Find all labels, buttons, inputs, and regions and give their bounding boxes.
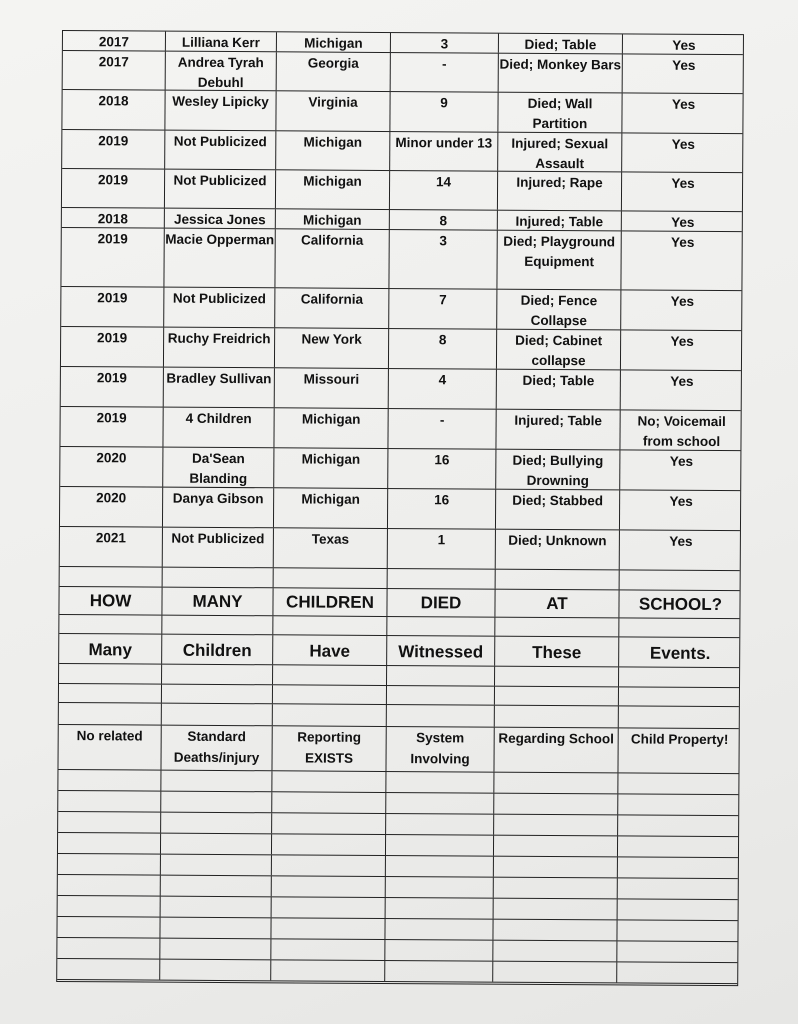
empty-cell: [620, 570, 742, 590]
cell-reported: Yes: [669, 453, 694, 469]
cell-age: DIED: [387, 589, 495, 617]
cell-age: 7: [389, 289, 497, 329]
cell-outcome: Died; Wall Partition: [498, 93, 622, 133]
cell-year: 2021: [60, 527, 163, 567]
cell-outcome: Injured; Sexual Assault: [498, 133, 622, 172]
empty-cell: [161, 813, 272, 834]
cell-state: Michigan: [276, 131, 390, 170]
empty-cell: [163, 568, 274, 588]
empty-cell: [272, 855, 386, 876]
question-row: [59, 587, 739, 619]
empty-cell: [618, 857, 740, 878]
cell-year: 2019: [60, 407, 163, 447]
cell-name: Lilliana Kerr: [166, 32, 277, 52]
cell-age: 1: [388, 529, 496, 569]
cell-reported: Yes: [670, 373, 694, 389]
empty-cell: [494, 857, 618, 878]
cell-reported: Yes: [669, 533, 693, 549]
empty-cell: [618, 878, 740, 899]
cell-name: Andrea Tyrah Debuhl: [166, 52, 277, 91]
empty-cell: [388, 569, 496, 589]
cell-reported: Yes: [672, 57, 696, 73]
cell-year: Many: [59, 634, 162, 664]
table-row: [62, 130, 742, 173]
cell-state: Virginia: [276, 91, 390, 131]
empty-cell: [386, 835, 494, 856]
cell-outcome: Injured; Table: [496, 410, 620, 450]
table-row: [60, 407, 740, 451]
cell-age: 14: [390, 171, 498, 210]
empty-cell: [161, 855, 272, 876]
cell-year: 2019: [61, 228, 164, 287]
empty-cell: [162, 665, 273, 685]
empty-cell: [495, 687, 619, 706]
cell-reported: Yes: [671, 175, 695, 191]
table-row: [61, 367, 741, 411]
cell-outcome: Died; Fence Collapse: [497, 290, 621, 330]
cell-reported: Yes: [669, 493, 693, 509]
empty-cell: [496, 570, 620, 590]
cell-age: Minor under 13: [390, 132, 498, 171]
empty-cell: [387, 705, 495, 727]
empty-cell: [58, 896, 161, 917]
empty-cell: [385, 961, 493, 982]
cell-age: 3: [389, 230, 497, 289]
cell-reported: Yes: [671, 136, 695, 152]
empty-cell: [272, 876, 386, 897]
table-row: [60, 447, 740, 491]
cell-state: Texas: [274, 528, 388, 568]
table-row: [62, 169, 742, 212]
empty-cell: [619, 687, 741, 706]
empty-cell: [619, 618, 741, 637]
empty-cell: [58, 833, 161, 854]
cell-outcome: These: [495, 637, 619, 667]
cell-name: Da'Sean Blanding: [163, 448, 274, 488]
empty-cell: [161, 834, 272, 855]
cell-state: California: [275, 229, 389, 288]
cell-name: Children: [162, 635, 273, 665]
cell-year: No related: [58, 725, 161, 770]
cell-name: MANY: [162, 588, 273, 616]
empty-cell: [619, 667, 741, 687]
cell-reported: Yes: [671, 234, 695, 250]
empty-cell: [617, 962, 739, 983]
cell-reported: Child Property!: [630, 731, 729, 748]
cell-outcome: Died; Bullying Drowning: [496, 450, 620, 490]
cell-reported: Yes: [671, 214, 695, 230]
empty-cell: [162, 704, 273, 726]
empty-cell: [273, 616, 387, 635]
cell-year: 2020: [60, 447, 163, 487]
cell-reported: Yes: [670, 333, 694, 349]
cell-age: 4: [389, 369, 497, 409]
empty-cell: [273, 685, 387, 704]
cell-outcome: Died; Playground Equipment: [497, 231, 621, 290]
cell-name: Not Publicized: [164, 288, 275, 328]
empty-cell: [618, 773, 740, 794]
empty-cell: [162, 616, 273, 635]
cell-year: 2018: [62, 208, 165, 228]
empty-cell: [493, 920, 617, 941]
empty-cell: [58, 770, 161, 791]
cell-outcome: Died; Table: [497, 370, 621, 410]
empty-cell: [387, 686, 495, 705]
empty-cell: [617, 920, 739, 941]
table-row: [61, 228, 741, 291]
cell-state: Have: [273, 635, 387, 665]
table-row: [63, 51, 743, 94]
cell-state: CHILDREN: [273, 588, 387, 616]
blank-row: [57, 959, 737, 984]
empty-cell: [57, 959, 160, 980]
empty-cell: [618, 836, 740, 857]
cell-year: 2019: [61, 327, 164, 367]
cell-state: Michigan: [274, 448, 388, 488]
cell-age: -: [391, 53, 499, 92]
empty-cell: [271, 918, 385, 939]
empty-cell: [272, 792, 386, 813]
cell-state: New York: [275, 328, 389, 368]
empty-cell: [495, 706, 619, 728]
cell-year: 2019: [62, 169, 165, 208]
empty-cell: [494, 878, 618, 899]
empty-cell: [272, 897, 386, 918]
empty-cell: [161, 897, 272, 918]
cell-reported: SCHOOL?: [638, 594, 723, 615]
cell-name: Jessica Jones: [165, 209, 276, 229]
cell-outcome: Died; Cabinet collapse: [497, 330, 621, 370]
empty-cell: [272, 834, 386, 855]
empty-cell: [386, 877, 494, 898]
empty-cell: [58, 875, 161, 896]
cell-state: Reporting EXISTS: [272, 726, 386, 771]
cell-age: -: [388, 409, 496, 449]
cell-state: California: [275, 288, 389, 328]
empty-cell: [161, 876, 272, 897]
cell-year: 2017: [63, 51, 166, 90]
cell-outcome: Died; Table: [499, 34, 623, 54]
cell-reported: Yes: [671, 96, 696, 112]
cell-year: 2019: [62, 130, 165, 169]
cell-age: System Involving: [386, 727, 494, 772]
cell-age: 8: [390, 210, 498, 230]
empty-cell: [386, 793, 494, 814]
empty-cell: [59, 703, 162, 725]
cell-name: Not Publicized: [163, 528, 274, 568]
empty-cell: [494, 836, 618, 857]
empty-cell: [618, 815, 740, 836]
empty-cell: [493, 962, 617, 983]
empty-cell: [494, 794, 618, 815]
empty-cell: [273, 704, 387, 726]
empty-cell: [274, 568, 388, 588]
cell-age: 16: [388, 449, 496, 489]
empty-cell: [271, 960, 385, 981]
empty-cell: [385, 940, 493, 961]
cell-name: Not Publicized: [165, 131, 276, 170]
empty-cell: [494, 815, 618, 836]
empty-cell: [272, 771, 386, 792]
empty-cell: [272, 813, 386, 834]
cell-age: 8: [389, 329, 497, 369]
empty-cell: [59, 684, 162, 703]
empty-cell: [386, 898, 494, 919]
empty-cell: [271, 939, 385, 960]
empty-cell: [387, 666, 495, 686]
cell-year: 2019: [61, 287, 164, 327]
cell-outcome: Died; Unknown: [496, 530, 620, 570]
empty-cell: [59, 664, 162, 684]
table-row: [62, 90, 742, 134]
empty-cell: [493, 941, 617, 962]
empty-cell: [494, 899, 618, 920]
cell-state: Michigan: [276, 209, 390, 229]
note-row: [58, 725, 738, 774]
cell-year: 2019: [61, 367, 164, 407]
empty-cell: [57, 938, 160, 959]
empty-cell: [60, 567, 163, 587]
cell-age: 3: [391, 33, 499, 53]
cell-state: Michigan: [274, 488, 388, 528]
table-row: [60, 527, 740, 571]
empty-cell: [160, 918, 271, 939]
table-row: [60, 487, 740, 531]
cell-outcome: AT: [495, 590, 619, 618]
cell-name: Standard Deaths/injury: [161, 726, 272, 771]
empty-cell: [57, 917, 160, 938]
empty-cell: [495, 618, 619, 637]
cell-reported: No; Voicemail from school: [637, 413, 726, 449]
cell-name: Wesley Lipicky: [165, 91, 276, 131]
empty-cell: [161, 792, 272, 813]
cell-outcome: Died; Stabbed: [496, 490, 620, 530]
empty-cell: [618, 794, 740, 815]
cell-name: Bradley Sullivan: [164, 368, 275, 408]
statement-row: [59, 634, 739, 668]
cell-outcome: Injured; Table: [498, 211, 622, 231]
cell-year: 2018: [62, 90, 165, 130]
empty-cell: [618, 899, 740, 920]
cell-age: 9: [390, 92, 498, 132]
empty-cell: [58, 791, 161, 812]
cell-reported: Yes: [672, 37, 696, 53]
empty-cell: [494, 773, 618, 794]
empty-cell: [273, 665, 387, 685]
cell-reported: Yes: [670, 293, 695, 309]
table-row: [61, 327, 741, 371]
empty-cell: [386, 772, 494, 793]
cell-name: Not Publicized: [165, 170, 276, 209]
cell-year: 2020: [60, 487, 163, 527]
empty-cell: [617, 941, 739, 962]
empty-cell: [387, 617, 495, 636]
cell-age: Witnessed: [387, 636, 495, 666]
cell-outcome: Died; Monkey Bars: [499, 54, 623, 93]
cell-age: 16: [388, 489, 496, 529]
empty-cell: [619, 706, 741, 728]
cell-outcome: Regarding School: [494, 728, 618, 773]
cell-state: Michigan: [276, 170, 390, 209]
cell-name: 4 Children: [163, 408, 274, 448]
empty-cell: [385, 919, 493, 940]
cell-outcome: Injured; Rape: [498, 172, 622, 211]
cell-name: Ruchy Freidrich: [164, 328, 275, 368]
cell-name: Danya Gibson: [163, 488, 274, 528]
cell-state: Georgia: [277, 52, 391, 91]
table-row: [61, 287, 741, 331]
cell-name: Macie Opperman: [164, 229, 275, 288]
cell-year: 2017: [63, 31, 166, 51]
cell-state: Michigan: [274, 408, 388, 448]
cell-year: HOW: [59, 587, 162, 615]
cell-state: Michigan: [277, 32, 391, 52]
empty-cell: [161, 771, 272, 792]
empty-cell: [162, 685, 273, 704]
empty-cell: [58, 812, 161, 833]
incident-table: [56, 30, 744, 986]
empty-cell: [386, 856, 494, 877]
empty-cell: [58, 854, 161, 875]
cell-state: Missouri: [275, 368, 389, 408]
cell-reported: Events.: [649, 643, 711, 663]
empty-cell: [495, 667, 619, 687]
empty-cell: [386, 814, 494, 835]
empty-cell: [59, 615, 162, 634]
empty-cell: [160, 960, 271, 981]
empty-cell: [160, 939, 271, 960]
